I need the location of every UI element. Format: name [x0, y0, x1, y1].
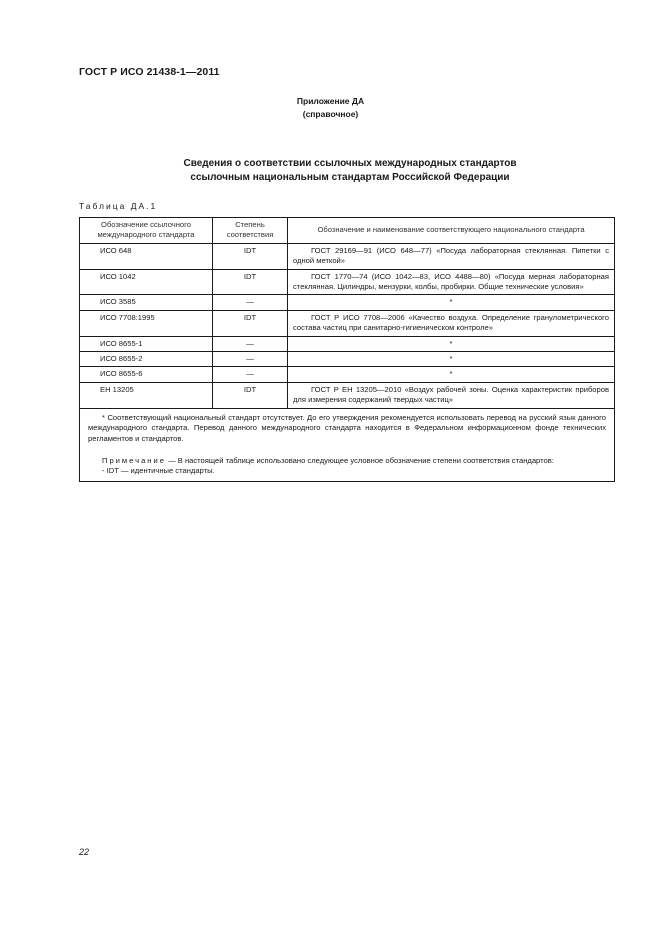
cell-national: [288, 310, 615, 336]
table-footnote: [80, 408, 615, 481]
cell-degree: IDT: [213, 269, 288, 295]
cell-national: [288, 269, 615, 295]
cell-standard: ИСО 1042: [80, 269, 213, 295]
cell-national-text: ГОСТ 29169—91 (ИСО 648—77) «Посуда лабораторная стеклянная. Пипетки с одной меткой»: [293, 245, 609, 266]
cell-degree: —: [213, 295, 288, 310]
cell-national-text: ГОСТ 1770—74 (ИСО 1042—83, ИСО 4488—80) «Посуда мерная лабораторная стеклянная. Цилиндры, мензурки, колбы, пробирки. Общие технические условия»: [293, 271, 609, 292]
page-number: 22: [79, 847, 90, 857]
cell-standard: ИСО 8655-1: [80, 336, 213, 351]
cell-degree: IDT: [213, 243, 288, 269]
table-row: [80, 367, 615, 382]
cell-national-text: ГОСТ Р ИСО 7708—2006 «Качество воздуха. Определение гранулометрического состава частиц при санитарно-гигиеническом контроле»: [293, 312, 609, 333]
table-row: [80, 269, 615, 295]
cell-degree: —: [213, 367, 288, 382]
appendix-title: Приложение ДА: [296, 96, 365, 106]
cell-standard: ИСО 648: [80, 243, 213, 269]
cell-national: [288, 382, 615, 408]
cell-standard: ИСО 3585: [80, 295, 213, 310]
cell-standard: ЕН 13205: [80, 382, 213, 408]
appendix-heading: [0, 95, 661, 121]
cell-national: *: [288, 336, 615, 351]
header-degree: Степень соответствия: [213, 218, 288, 244]
table-row: [80, 382, 615, 408]
table-row: [80, 295, 615, 310]
cell-degree: IDT: [213, 310, 288, 336]
cell-standard: ИСО 8655-2: [80, 352, 213, 367]
footnote-text: * Соответствующий национальный стандарт отсутствует. До его утверждения рекомендуется использовать перевод на русский язык данного международного стандарта. Перевод данного международного стандарта находится в Федеральном информационном фонде технических регламентов и стандартов.: [88, 412, 606, 443]
note-text: — В настоящей таблице использовано следующее условное обозначение степени соответствия стандартов:: [165, 455, 554, 465]
document-code: ГОСТ Р ИСО 21438-1—2011: [79, 66, 220, 78]
table-label: Таблица ДА.1: [79, 201, 158, 211]
cell-national-text: ГОСТ Р ЕН 13205—2010 «Воздух рабочей зоны. Оценка характеристик приборов для измерения содержаний твердых частиц»: [293, 384, 609, 405]
header-national: Обозначение и наименование соответствующего национального стандарта: [288, 218, 615, 244]
cell-national: *: [288, 295, 615, 310]
cell-national: *: [288, 352, 615, 367]
cell-degree: —: [213, 352, 288, 367]
appendix-subtitle: (справочное): [302, 109, 359, 119]
cell-degree: —: [213, 336, 288, 351]
table-row: [80, 336, 615, 351]
cell-national: *: [288, 367, 615, 382]
cell-degree: IDT: [213, 382, 288, 408]
section-title-line-2: ссылочным национальным стандартам Российской Федерации: [190, 172, 510, 183]
note-item: - IDT — идентичные стандарты.: [102, 466, 215, 476]
table-header-row: [80, 218, 615, 244]
header-standard: Обозначение ссылочного международного стандарта: [80, 218, 213, 244]
section-title: [120, 157, 580, 185]
note-label: Примечание: [102, 455, 166, 465]
cell-national: [288, 243, 615, 269]
section-title-line-1: Сведения о соответствии ссылочных международных стандартов: [183, 158, 517, 169]
table-row: [80, 310, 615, 336]
table-row: [80, 243, 615, 269]
table-row: [80, 352, 615, 367]
cell-standard: ИСО 8655-6: [80, 367, 213, 382]
standards-table: [79, 217, 615, 482]
cell-standard: ИСО 7708:1995: [80, 310, 213, 336]
table-footnote-row: [80, 408, 615, 481]
